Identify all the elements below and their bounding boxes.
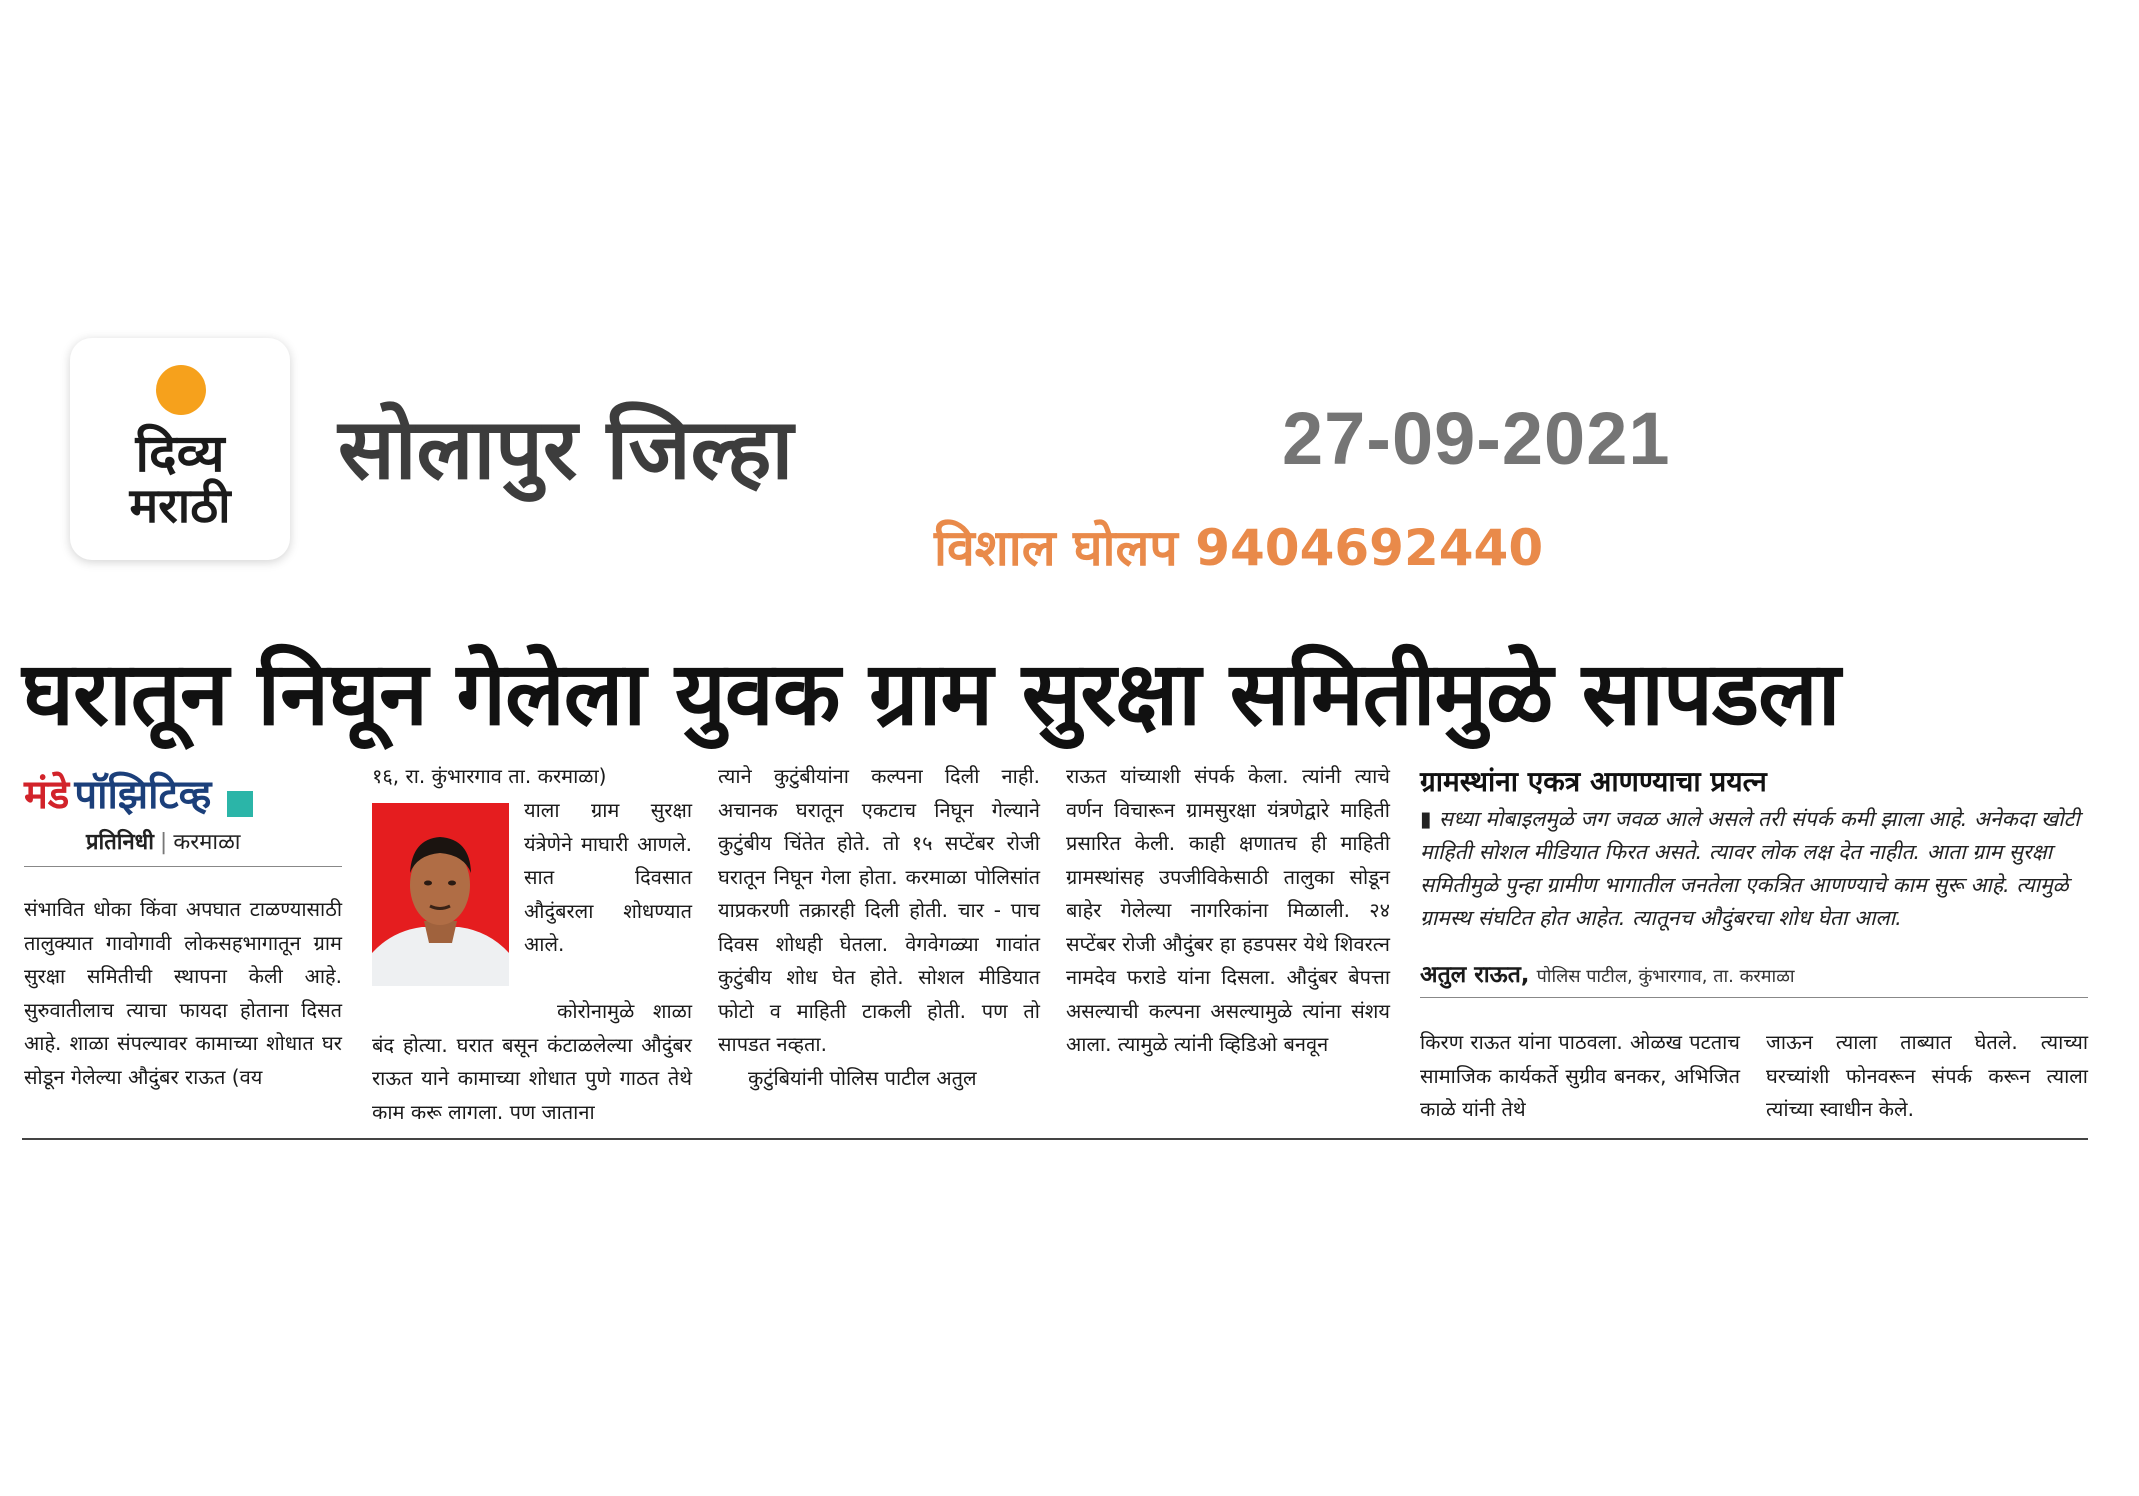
quote-author-role: पोलिस पाटील, कुंभारगाव, ता. करमाळा [1536,966,1795,987]
article-column-6 [1766,1026,2088,1127]
byline-role: प्रतिनिधी [86,830,154,855]
quote-author-name: अतुल राऊत, [1420,962,1530,988]
article-column-2-top [372,760,692,794]
quote-author [1420,957,1795,989]
divya-marathi-logo [70,338,290,560]
reporter-contact: विशाल घोलप 9404692440 [934,519,1544,577]
section-label-red: मंडे [24,772,70,818]
byline: प्रतिनिधी | करमाळा [86,830,241,855]
article-column-2-bottom [372,995,692,1129]
bottom-rule [22,1138,2088,1140]
sun-icon [156,365,206,415]
article-column-3 [718,760,1040,1095]
logo-line1: दिव्य [135,424,225,484]
person-photo [372,803,509,986]
quote-divider [1420,997,2088,998]
quote-text: सध्या मोबाइलमुळे जग जवळ आले असले तरी संपर्क कमी झाला आहे. अनेकदा खोटी माहिती सोशल मीडियात फिरत असते. त्यावर लोक लक्ष देत नाहीत. आता ग्राम सुरक्षा समितीमुळे पुन्हा ग्रामीण भागातील जनतेला एकत्रित आणण्याचे काम सुरू आहे. त्यामुळे ग्रामस्थ संघटित होत आहेत. त्यातूनच औदुंबरचा शोध घेता आला. [1420,807,2080,930]
publication-date: 27-09-2021 [1282,397,1671,480]
column-3-text-2: कुटुंबियांनी पोलिस पाटील अतुल [748,1065,977,1090]
column-4-text: राऊत यांच्याशी संपर्क केला. त्यांनी त्याचे वर्णन विचारून ग्रामसुरक्षा यंत्रणेद्वारे माहिती प्रसारित केली. काही क्षणातच ही माहिती ग्रामस्थांसह उपजीविकेसाठी तालुका सोडून बाहेर गेलेल्या नागरिकांना मिळाली. २४ सप्टेंबर रोजी औदुंबर हा हडपसर येथे शिवरत्न नामदेव फराडे यांना दिसला. औदुंबर बेपत्ता असल्याची कल्पना असल्यामुळे त्यांना संशय आला. त्यामुळे त्यांनी व्हिडिओ बनवून [1066,764,1390,1056]
column-6-text: जाऊन त्याला ताब्यात घेतले. त्याच्या घरच्यांशी फोनवरून संपर्क करून त्याला त्यांच्या स्वाधीन केले. [1766,1030,2088,1121]
quote-body: ▮ सध्या मोबाइलमुळे जग जवळ आले असले तरी संपर्क कमी झाला आहे. अनेकदा खोटी माहिती सोशल मीडियात फिरत असते. त्यावर लोक लक्ष देत नाहीत. आता ग्राम सुरक्षा समितीमुळे पुन्हा ग्रामीण भागातील जनतेला एकत्रित आणण्याचे काम सुरू आहे. त्यामुळे ग्रामस्थ संघटित होत आहेत. त्यातूनच औदुंबरचा शोध घेता आला. [1420,807,2080,930]
column-3-text: त्याने कुटुंबीयांना कल्पना दिली नाही. अचानक घरातून एकटाच निघून गेल्याने कुटुंबीय चिंतेत होते. तो १५ सप्टेंबर रोजी घरातून निघून गेला होता. करमाळा पोलिसांत याप्रकरणी तक्रारही दिली होती. चार - पाच दिवस शोधही घेतला. वेगवेगळ्या गावांत कुटुंबीय शोध घेत होते. सोशल मीडियात फोटो व माहिती टाकली होती. पण तो सापडत नव्हता. [718,764,1040,1056]
square-marker-icon [227,791,253,817]
article-column-4 [1066,760,1390,1062]
logo-line2: मराठी [129,478,231,534]
column-2-text: कोरोनामुळे शाळा बंद होत्या. घरात बसून कंटाळलेल्या औदुंबर राऊत याने कामाच्या शोधात पुणे गाठत तेथे काम करू लागला. पण जाताना [372,999,692,1124]
article-column-5 [1420,1026,1740,1127]
column-2-lead: १६, रा. कुंभारगाव ता. करमाळा) [372,764,607,788]
quote-title: ग्रामस्थांना एकत्र आणण्याचा प्रयत्न [1420,765,1767,798]
column-1-text: संभावित धोका किंवा अपघात टाळण्यासाठी तालुक्यात गावोगावी लोकसहभागातून ग्राम सुरक्षा समितीची स्थापना केली आहे. सुरुवातीलाच त्याचा फायदा होताना दिसत आहे. शाळा संपल्यावर कामाच्या शोधात घर सोडून गेलेल्या औदुंबर राऊत (वय [24,897,342,1089]
column-5-text: किरण राऊत यांना पाठवला. ओळख पटताच सामाजिक कार्यकर्ते सुग्रीव बनकर, अभिजित काळे यांनी तेथे [1420,1030,1740,1121]
section-label-blue: पॉझिटिव्ह [74,772,212,818]
byline-place: करमाळा [173,830,241,855]
column-2-side-text: याला ग्राम सुरक्षा यंत्रेणेने माघारी आणले. सात दिवसात औदुंबरला शोधण्यात आले. [524,798,692,956]
article-headline: घरातून निघून गेलेला युवक ग्राम सुरक्षा समितीमुळे सापडला [22,642,1840,745]
byline-divider [24,866,342,867]
article-column-1 [24,893,342,1094]
article-column-2-side [524,794,692,962]
section-label [24,765,253,820]
district-title: सोलापुर जिल्हा [338,400,794,498]
